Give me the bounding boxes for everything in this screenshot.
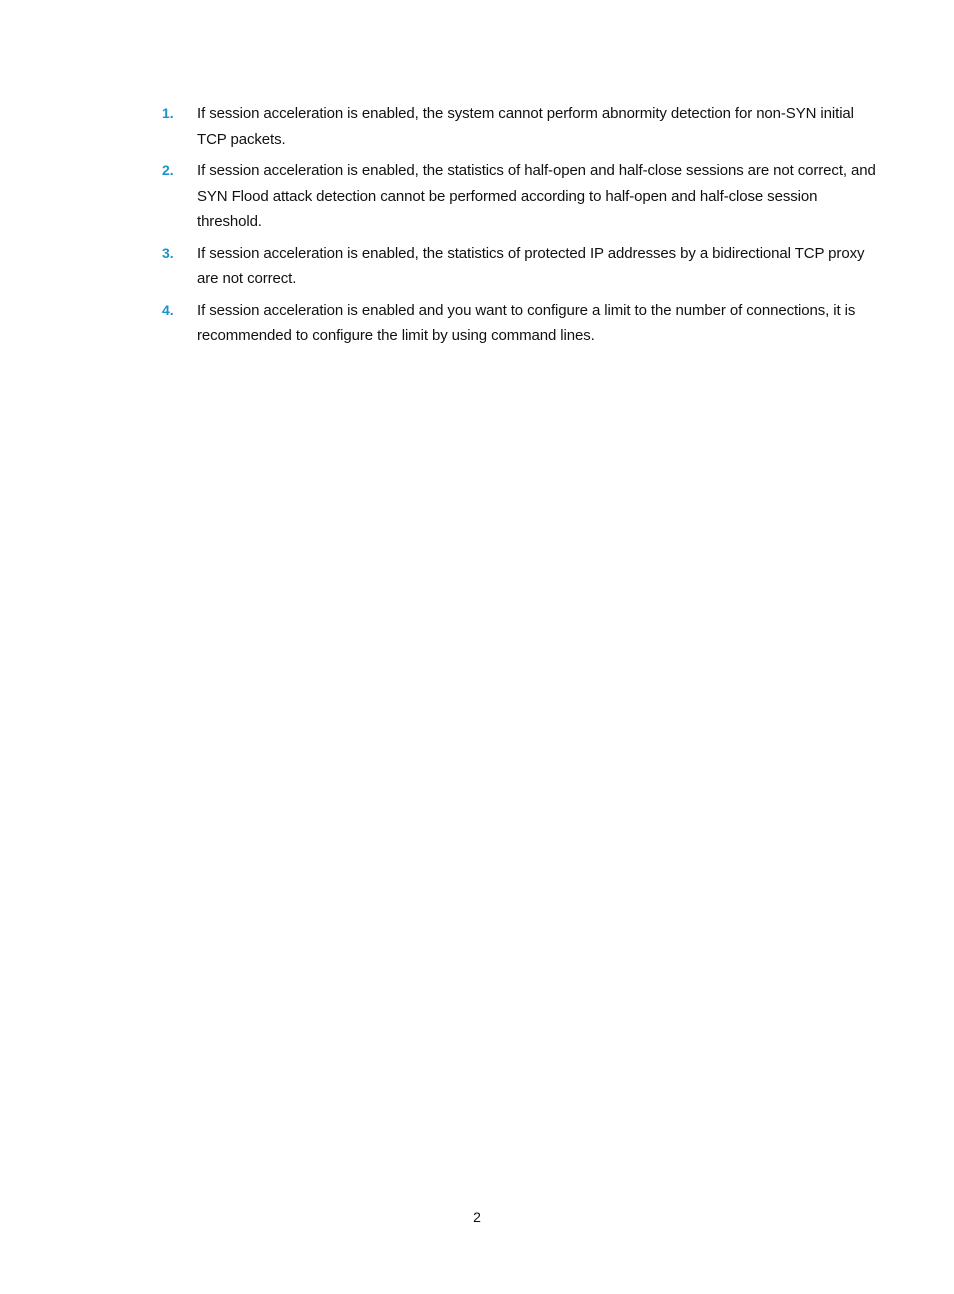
list-item-text: If session acceleration is enabled and you want to configure a limit to the number of connections, it is recommended to configure the limit by using command lines. — [197, 301, 856, 344]
page-number: 2 — [473, 1209, 481, 1225]
list-item-number: 1. — [162, 105, 174, 121]
list-item — [162, 241, 876, 292]
list-item-text: If session acceleration is enabled, the statistics of half-open and half-close sessions are not correct, and SYN Flood attack detection cannot be performed according to half-open and half-close session threshold. — [197, 162, 876, 230]
list-item-text: If session acceleration is enabled, the statistics of protected IP addresses by a bidirectional TCP proxy are not correct. — [197, 244, 865, 287]
list-item — [162, 101, 876, 152]
list-item — [162, 298, 876, 349]
list-item-text: If session acceleration is enabled, the system cannot perform abnormity detection for non-SYN initial TCP packets. — [197, 105, 854, 148]
numbered-list — [162, 101, 876, 355]
list-item-number: 2. — [162, 162, 174, 178]
list-item-number: 4. — [162, 301, 174, 318]
list-item — [162, 158, 876, 235]
list-item-number: 3. — [162, 244, 174, 261]
